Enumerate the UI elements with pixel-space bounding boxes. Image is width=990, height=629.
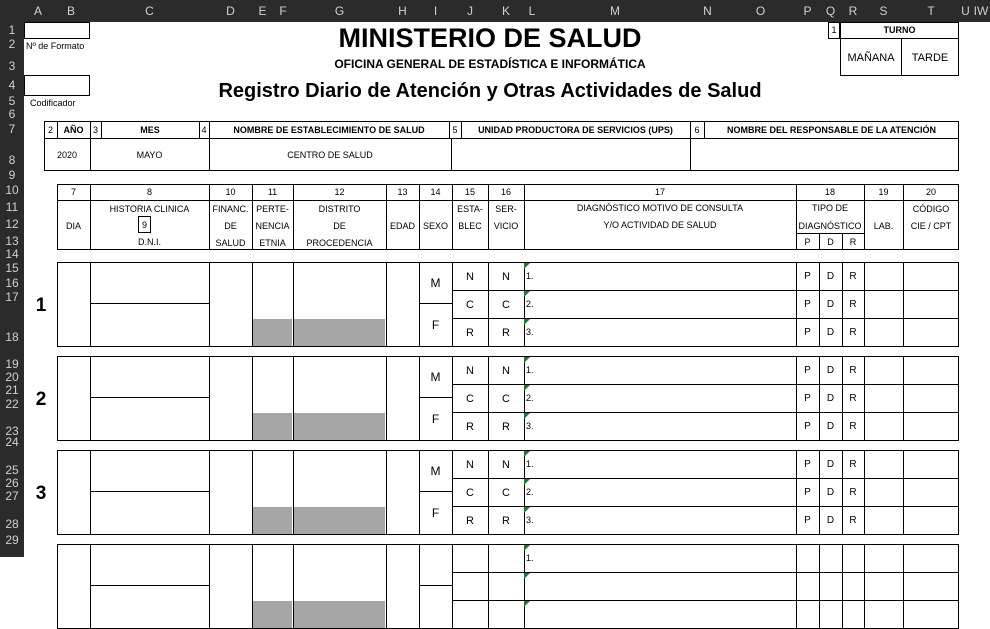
column-letter[interactable]: A [33, 4, 42, 18]
column-letter[interactable]: N [703, 4, 712, 18]
field-number: 6 [694, 125, 700, 135]
turno-manana-label: MAÑANA [847, 52, 895, 64]
column-letter[interactable]: P [803, 4, 812, 18]
codigo-header: CIE / CPT [910, 221, 952, 231]
gray-fill [253, 413, 292, 440]
diagnosis-line[interactable]: 1. [526, 365, 534, 375]
codificador-label: Codificador [30, 98, 76, 108]
pertenencia-header: ETNIA [259, 238, 286, 248]
establecimiento-label: NOMBRE DE ESTABLECIMIENTO DE SALUD [233, 125, 425, 135]
estab-option[interactable]: R [466, 515, 474, 527]
diagnosis-line[interactable]: 3. [526, 421, 534, 431]
pdr-header: R [849, 237, 857, 247]
page-title: MINISTERIO DE SALUD [338, 23, 642, 53]
row-number[interactable]: 21 [5, 383, 19, 397]
gray-fill [294, 507, 385, 534]
turno-label: TURNO [883, 25, 916, 35]
pdr-d-option[interactable]: D [826, 421, 835, 432]
row-number[interactable]: 18 [5, 330, 19, 344]
pdr-d-option[interactable]: D [826, 515, 835, 526]
diagnosis-line[interactable]: 1. [526, 459, 534, 469]
column-letter[interactable]: E [258, 4, 267, 18]
gray-fill [253, 319, 292, 346]
row-number[interactable]: 5 [8, 94, 16, 108]
distrito-header: PROCEDENCIA [306, 238, 373, 248]
row-number[interactable]: 4 [8, 78, 16, 92]
row-number[interactable]: 26 [5, 476, 19, 490]
column-field-number: 19 [878, 187, 889, 197]
field-number: 2 [47, 125, 53, 135]
lab-header: LAB. [873, 221, 894, 231]
diagnosis-line[interactable]: 3. [526, 515, 534, 525]
pdr-p-option[interactable]: P [804, 365, 811, 376]
row-number[interactable]: 12 [5, 217, 19, 231]
pertenencia-header: PERTE- [256, 204, 289, 214]
pdr-p-option[interactable]: P [804, 393, 811, 404]
estab-option[interactable]: R [466, 421, 474, 433]
column-letter[interactable]: H [398, 4, 407, 18]
column-header-bar [0, 0, 990, 22]
column-letter[interactable]: Q [825, 4, 836, 18]
pdr-r-option[interactable]: R [849, 459, 857, 470]
column-letter[interactable]: R [848, 4, 858, 18]
diagnostico-header: Y/O ACTIVIDAD DE SALUD [603, 220, 717, 230]
row-number[interactable]: 3 [8, 59, 16, 73]
estab-option[interactable]: C [466, 487, 474, 499]
field-number: 3 [92, 125, 98, 135]
sex-f-option[interactable]: F [431, 318, 440, 332]
row-number[interactable]: 10 [5, 183, 19, 197]
dni-header: D.N.I. [137, 237, 161, 247]
tipo-header: DIAGNÓSTICO [798, 221, 862, 231]
financ-header: FINANC. [212, 204, 249, 214]
servicio-option[interactable]: R [502, 515, 510, 527]
gray-fill [253, 507, 292, 534]
row-number[interactable]: 19 [5, 357, 19, 371]
comment-marker-icon [524, 545, 530, 551]
anio-value[interactable]: 2020 [56, 150, 78, 160]
comment-marker-icon [524, 291, 530, 297]
financ-header: DE [224, 221, 237, 231]
row-number[interactable]: 7 [8, 122, 16, 136]
column-letter[interactable]: O [755, 4, 766, 18]
row-number[interactable]: 27 [5, 489, 19, 503]
turno-number: 1 [831, 25, 837, 35]
row-number[interactable]: 6 [8, 107, 16, 121]
row-number[interactable]: 25 [5, 463, 19, 477]
diagnosis-line[interactable]: 2. [526, 299, 534, 309]
estab-header: BLEC [458, 221, 482, 231]
comment-marker-icon [524, 319, 530, 325]
record-number: 3 [35, 483, 47, 504]
format-number-label: Nº de Formato [26, 41, 85, 51]
column-field-number: 17 [654, 187, 665, 197]
column-letter[interactable]: U [961, 4, 970, 18]
financ-header: SALUD [215, 238, 246, 248]
field-number: 5 [452, 125, 458, 135]
sexo-header: SEXO [422, 221, 448, 231]
record-number: 1 [35, 295, 47, 316]
comment-marker-icon [524, 413, 530, 419]
pdr-d-option[interactable]: D [826, 459, 835, 470]
servicio-option[interactable]: R [502, 421, 510, 433]
diagnostico-header: DIAGNÓSTICO MOTIVO DE CONSULTA [576, 203, 744, 213]
comment-marker-icon [524, 385, 530, 391]
dia-header: DIA [65, 221, 81, 231]
estab-option[interactable]: C [466, 299, 474, 311]
row-header-bar [0, 22, 24, 557]
comment-marker-icon [524, 451, 530, 457]
pdr-r-option[interactable]: R [849, 421, 857, 432]
estab-option[interactable]: R [466, 327, 474, 339]
diagnosis-line[interactable]: 2. [526, 487, 534, 497]
estab-header: ESTA- [457, 204, 483, 214]
comment-marker-icon [524, 263, 530, 269]
codificador-cell[interactable] [24, 75, 90, 96]
column-letter[interactable]: F [279, 4, 287, 18]
pdr-d-option[interactable]: D [826, 299, 835, 310]
column-field-number: 14 [430, 187, 441, 197]
servicio-option[interactable]: C [502, 299, 510, 311]
pdr-r-option[interactable]: R [849, 327, 857, 338]
column-field-number: 16 [500, 187, 511, 197]
column-letter[interactable]: M [610, 4, 620, 18]
row-number[interactable]: 29 [5, 533, 19, 547]
row-number[interactable]: 1 [8, 23, 16, 37]
pdr-d-option[interactable]: D [826, 327, 835, 338]
row-number[interactable]: 9 [8, 168, 16, 182]
estab-option[interactable]: N [466, 459, 474, 471]
servicio-header: VICIO [493, 221, 519, 231]
row-number[interactable]: 28 [5, 517, 19, 531]
column-field-number: 11 [267, 187, 278, 197]
pdr-p-option[interactable]: P [804, 271, 811, 282]
estab-option[interactable]: N [466, 365, 474, 377]
row-number[interactable]: 8 [8, 153, 16, 167]
comment-marker-icon [524, 507, 530, 513]
distrito-header: DE [333, 221, 346, 231]
comment-marker-icon [524, 357, 530, 363]
servicio-option[interactable]: C [502, 487, 510, 499]
sex-m-option[interactable]: M [430, 276, 441, 290]
ups-label: UNIDAD PRODUCTORA DE SERVICIOS (UPS) [478, 125, 673, 135]
pdr-p-option[interactable]: P [804, 459, 811, 470]
column-field-number: 18 [824, 187, 835, 197]
sex-m-option[interactable]: M [430, 464, 441, 478]
sex-f-option[interactable]: F [431, 412, 440, 426]
row-number[interactable]: 24 [5, 435, 19, 449]
comment-marker-icon [524, 601, 530, 607]
sex-f-option[interactable]: F [431, 506, 440, 520]
diagnosis-line[interactable]: 1. [526, 271, 534, 281]
estab-option[interactable]: N [466, 271, 474, 283]
format-number-cell[interactable] [24, 22, 90, 39]
column-letter[interactable]: J [467, 4, 473, 18]
pdr-p-option[interactable]: P [804, 327, 811, 338]
historia-header: HISTORIA CLINICA [109, 204, 190, 214]
row-number[interactable]: 20 [5, 370, 19, 384]
form-title: Registro Diario de Atención y Otras Actividades de Salud [218, 80, 762, 102]
pdr-r-option[interactable]: R [849, 393, 857, 404]
servicio-option[interactable]: N [502, 365, 510, 377]
sex-m-option[interactable]: M [430, 370, 441, 384]
diagnosis-line[interactable]: 3. [526, 327, 534, 337]
column-field-number: 13 [397, 187, 408, 197]
mes-value[interactable]: MAYO [136, 150, 163, 160]
comment-marker-icon [524, 573, 530, 579]
gray-fill [294, 319, 385, 346]
column-field-number: 15 [464, 187, 475, 197]
codigo-header: CÓDIGO [912, 204, 950, 214]
mes-label: MES [140, 125, 160, 135]
row-number[interactable]: 11 [5, 200, 19, 214]
servicio-option[interactable]: N [502, 271, 510, 283]
pdr-d-option[interactable]: D [826, 393, 835, 404]
column-letter[interactable]: L [528, 4, 536, 18]
column-letter[interactable]: G [334, 4, 345, 18]
servicio-option[interactable]: R [502, 327, 510, 339]
pdr-p-option[interactable]: P [804, 515, 811, 526]
pdr-r-option[interactable]: R [849, 271, 857, 282]
pdr-header: P [804, 237, 811, 247]
servicio-option[interactable]: N [502, 459, 510, 471]
column-field-number: 8 [146, 187, 152, 197]
row-number[interactable]: 17 [5, 290, 19, 304]
pdr-p-option[interactable]: P [804, 299, 811, 310]
field-number: 4 [201, 125, 207, 135]
estab-option[interactable]: C [466, 393, 474, 405]
row-number[interactable]: 23 [5, 424, 19, 438]
pdr-r-option[interactable]: R [849, 487, 857, 498]
pdr-r-option[interactable]: R [849, 515, 857, 526]
column-letter[interactable]: T [927, 4, 935, 18]
distrito-header: DISTRITO [318, 204, 361, 214]
pdr-d-option[interactable]: D [826, 365, 835, 376]
column-field-number: 12 [334, 187, 345, 197]
responsable-label: NOMBRE DEL RESPONSABLE DE LA ATENCIÓN [726, 125, 936, 135]
column-letter[interactable]: B [66, 4, 75, 18]
column-field-number: 20 [925, 187, 936, 197]
servicio-header: SER- [495, 204, 517, 214]
column-letter[interactable]: S [879, 4, 888, 18]
page-subtitle: OFICINA GENERAL DE ESTADÍSTICA E INFORMÁTICA [334, 57, 646, 71]
gray-fill [294, 413, 385, 440]
edad-header: EDAD [389, 221, 415, 231]
pdr-p-option[interactable]: P [804, 421, 811, 432]
gray-fill [294, 601, 385, 628]
servicio-option[interactable]: C [502, 393, 510, 405]
dni-field-number: 9 [141, 220, 147, 230]
row-number[interactable]: 15 [5, 261, 19, 275]
anio-label: AÑO [63, 125, 84, 135]
column-field-number: 10 [225, 187, 236, 197]
turno-tarde-label: TARDE [911, 52, 949, 64]
pdr-d-option[interactable]: D [826, 487, 835, 498]
column-letter[interactable]: IW [973, 4, 989, 18]
tipo-header: TIPO DE [811, 203, 848, 213]
column-letter[interactable]: C [145, 4, 154, 18]
row-number[interactable]: 2 [8, 37, 16, 51]
pdr-p-option[interactable]: P [804, 487, 811, 498]
row-number[interactable]: 16 [5, 276, 19, 290]
record-number: 2 [35, 389, 47, 410]
pdr-header: D [827, 237, 834, 247]
pdr-r-option[interactable]: R [849, 365, 857, 376]
pdr-r-option[interactable]: R [849, 299, 857, 310]
diagnosis-line[interactable]: 1. [526, 553, 534, 563]
pdr-d-option[interactable]: D [826, 271, 835, 282]
diagnosis-line[interactable]: 2. [526, 393, 534, 403]
column-letter[interactable]: D [226, 4, 235, 18]
column-letter[interactable]: K [501, 4, 510, 18]
row-number[interactable]: 22 [5, 397, 19, 411]
pertenencia-header: NENCIA [255, 221, 290, 231]
row-number[interactable]: 13 [5, 234, 19, 248]
row-number[interactable]: 14 [5, 247, 19, 261]
comment-marker-icon [524, 479, 530, 485]
gray-fill [253, 601, 292, 628]
establecimiento-value[interactable]: CENTRO DE SALUD [287, 150, 373, 160]
column-field-number: 7 [70, 187, 76, 197]
column-letter[interactable]: I [433, 4, 438, 18]
